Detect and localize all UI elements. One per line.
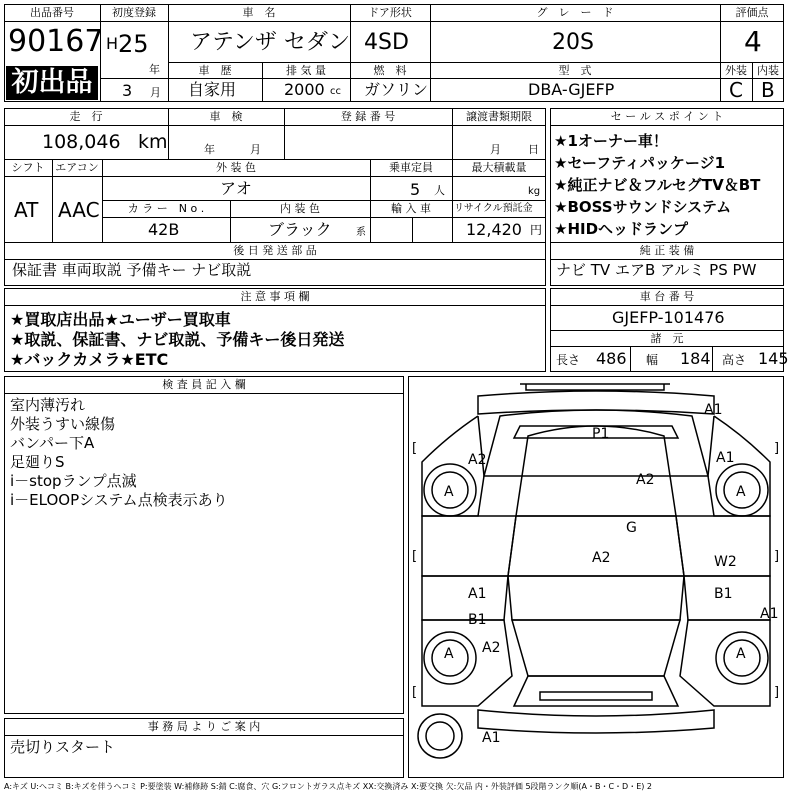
exterior-color-label: 外 装 色 (216, 161, 256, 174)
grade: 20S (552, 30, 594, 55)
damage-mark: A (736, 484, 746, 500)
width-value: 184 (680, 349, 711, 368)
month-unit: 月 (150, 86, 161, 99)
inspector-line: バンパー下A (10, 434, 95, 452)
model-type-label: 型 式 (558, 64, 592, 77)
interior-color-suffix: 系 (356, 227, 366, 238)
length-label: 長さ (556, 353, 581, 367)
shift-label: シフト (11, 161, 45, 174)
damage-mark: W2 (714, 554, 737, 570)
length-value: 486 (596, 349, 627, 368)
lot-number-label: 出品番号 (30, 6, 74, 19)
inspector-notes (10, 396, 228, 510)
inspector-label: 検 査 員 記 入 欄 (162, 378, 246, 391)
mileage-value: 108,046 (42, 131, 121, 153)
later-parts-label: 後 日 発 送 部 品 (233, 244, 317, 257)
damage-mark: A2 (636, 472, 655, 488)
recycle-label: リサイクル預託金 (454, 203, 533, 214)
recycle-deposit: 12,420 (466, 220, 522, 239)
damage-mark: G (626, 520, 637, 536)
capacity-label: 乗車定員 (389, 161, 433, 174)
damage-mark: A2 (592, 550, 611, 566)
damage-mark: A1 (716, 450, 735, 466)
displacement: 2000 (284, 80, 325, 99)
damage-mark: A (736, 646, 746, 662)
notes-label: 注 意 事 項 欄 (240, 290, 310, 303)
model-type: DBA-GJEFP (528, 80, 615, 99)
office-label: 事 務 局 よ り ご 案 内 (147, 720, 261, 733)
aircon: AAC (58, 198, 100, 222)
chassis-number: GJEFP-101476 (612, 308, 725, 327)
history-label: 車 歴 (198, 64, 232, 77)
equipment: ナビ TV エアB アルミ PS PW (556, 261, 757, 279)
exterior-score: C (729, 78, 743, 102)
note-line: ★取説、保証書、ナビ取説、予備キー後日発送 (10, 330, 345, 349)
import-label: 輸 入 車 (391, 202, 431, 215)
damage-mark: B1 (714, 586, 733, 602)
damage-mark: P1 (592, 426, 610, 442)
office-note: 売切りスタート (10, 738, 116, 756)
damage-mark: A (444, 484, 454, 500)
note-line: ★バックカメラ★ETC (10, 350, 169, 369)
lot-number: 90167 (8, 24, 104, 59)
inspection-year-unit: 年 (204, 143, 215, 156)
diagram-bracket: [ (412, 441, 418, 456)
color-number-label: カ ラ ー N o . (127, 202, 205, 215)
interior-color: ブラック (268, 220, 332, 239)
door-type: 4SD (364, 30, 409, 55)
shift: AT (14, 198, 39, 222)
note-line: ★買取店出品★ユーザー買取車 (10, 310, 231, 329)
inspector-line: 室内薄汚れ (10, 396, 86, 414)
inspector-line: i－stopランプ点滅 (10, 472, 137, 490)
chassis-label: 車 台 番 号 (639, 290, 695, 303)
damage-mark: A1 (482, 730, 501, 746)
damage-mark: A2 (468, 452, 487, 468)
score-label: 評価点 (735, 6, 769, 19)
interior-score: B (761, 78, 775, 102)
notes-list (10, 310, 344, 370)
exterior-color: アオ (220, 179, 252, 198)
specs-label: 諸 元 (650, 332, 684, 345)
diagram-bracket: ] (774, 441, 780, 456)
sales-point: ★HIDヘッドランプ (554, 220, 689, 238)
sales-point: ★純正ナビ＆フルセグTV＆BT (554, 176, 761, 194)
exterior-label: 外装 (725, 64, 747, 77)
mileage-label: 走 行 (69, 110, 103, 123)
registration-number-label: 登 録 番 号 (340, 110, 396, 123)
car-damage-diagram (408, 376, 784, 778)
max-load-label: 最大積載量 (471, 161, 527, 174)
grade-label: グ レ ー ド (536, 6, 614, 19)
car-name-label: 車 名 (242, 6, 276, 19)
registration-month: 3 (122, 81, 133, 100)
max-load-unit: kg (528, 186, 541, 197)
displacement-label: 排 気 量 (286, 64, 326, 77)
sales-point: ★BOSSサウンドシステム (554, 198, 732, 216)
mileage-unit: km (138, 131, 168, 153)
first-registration-label: 初度登録 (112, 6, 156, 19)
score: 4 (744, 25, 762, 58)
color-number: 42B (148, 220, 180, 239)
transfer-day-unit: 日 (528, 143, 539, 156)
year-unit: 年 (149, 63, 160, 76)
aircon-label: エアコン (55, 161, 99, 174)
inspection-label: 車 検 (209, 110, 243, 123)
interior-label: 内装 (757, 64, 779, 77)
capacity: 5 (410, 180, 421, 199)
later-parts: 保証書 車両取説 予備キー ナビ取説 (12, 261, 252, 279)
diagram-bracket: ] (774, 549, 780, 564)
era-label: H (106, 34, 119, 53)
car-name: アテンザ セダン (190, 30, 351, 55)
damage-mark: A2 (482, 640, 501, 656)
height-value: 145 (758, 349, 789, 368)
car-history: 自家用 (188, 80, 237, 99)
registration-year: 25 (118, 30, 149, 58)
capacity-unit: 人 (434, 184, 445, 197)
first-listing-badge: 初出品 (6, 66, 98, 100)
diagram-bracket: [ (412, 549, 418, 564)
damage-mark: B1 (468, 612, 487, 628)
transfer-month-unit: 月 (490, 143, 501, 156)
width-label: 幅 (646, 353, 659, 367)
inspector-line: 外装うすい線傷 (10, 415, 116, 433)
sales-point: ★1オーナー車！ (554, 132, 668, 150)
inspection-month-unit: 月 (250, 143, 261, 156)
damage-mark: A1 (760, 606, 779, 622)
recycle-unit: 円 (530, 223, 543, 237)
diagram-bracket: [ (412, 685, 418, 700)
damage-mark: A (444, 646, 454, 662)
damage-mark: A1 (704, 402, 723, 418)
door-label: ドア形状 (368, 6, 412, 19)
inspector-line: 足廻りS (10, 453, 65, 471)
sales-points-list (554, 130, 760, 240)
transfer-deadline-label: 譲渡書類期限 (466, 110, 532, 123)
height-label: 高さ (722, 353, 747, 367)
inspector-line: i－ELOOPシステム点検表示あり (10, 491, 228, 509)
diagram-bracket: ] (774, 685, 780, 700)
fuel: ガソリン (364, 80, 429, 99)
interior-color-label: 内 装 色 (280, 202, 320, 215)
fuel-label: 燃 料 (373, 64, 407, 77)
sales-point: ★セーフティパッケージ1 (554, 154, 726, 172)
displacement-unit: cc (330, 86, 341, 97)
damage-mark: A1 (468, 586, 487, 602)
equipment-label: 純 正 装 備 (639, 244, 695, 257)
sales-points-label: セ ー ル ス ポ イ ン ト (610, 110, 724, 123)
legend: A:キズ U:ヘコミ B:キズを伴うヘコミ P:要塗装 W:補修跡 S:錆 C:腐食、穴 G:フロントガラス点キズ XX:交換済み X:要交換 欠:欠品 内・外装評価 5段階ランク順(A・B・C・D・E) 2 (4, 782, 653, 791)
